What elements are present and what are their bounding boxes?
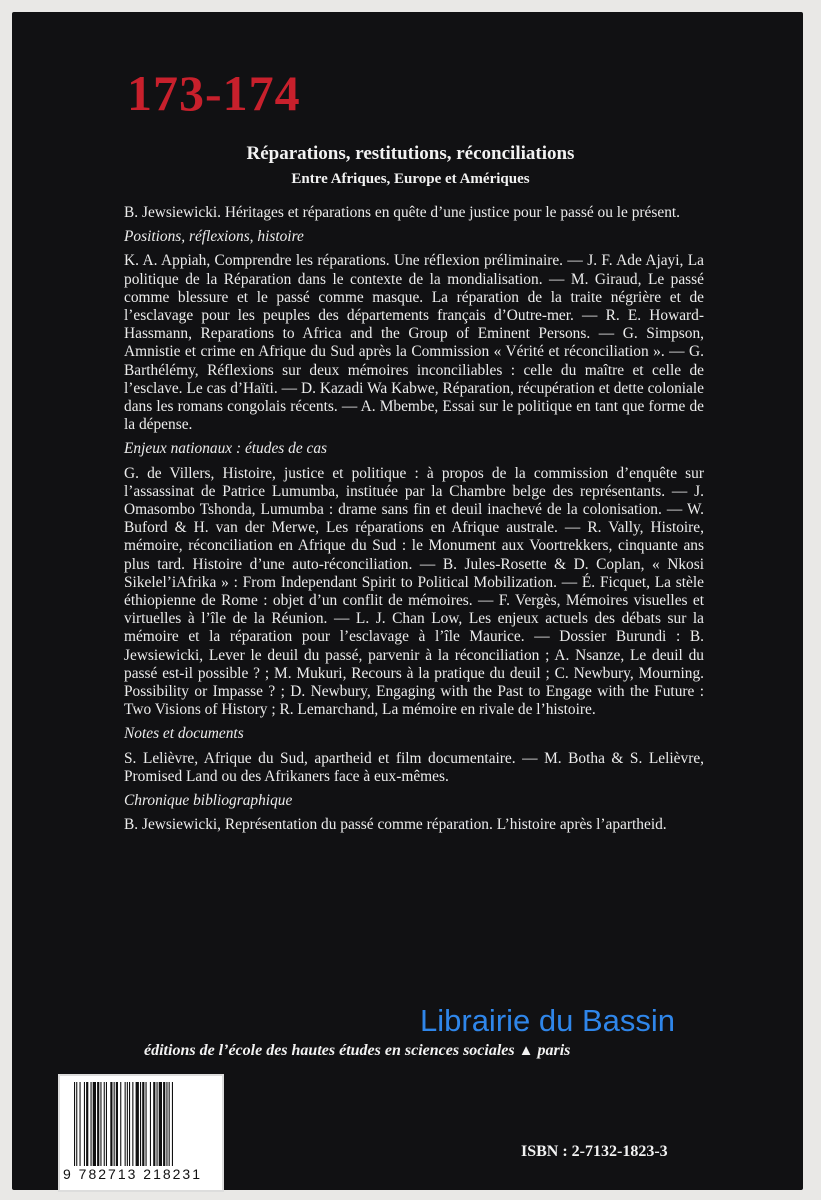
triangle-icon: ▲ [518,1043,534,1059]
section-entries: S. Lelièvre, Afrique du Sud, apartheid et film documentaire. — M. Botha & S. Lelièvre, Promised Land ou des Afrikaners face à eux-mêmes. [124,749,704,785]
issue-number: 173-174 [127,65,301,121]
isbn: ISBN : 2-7132-1823-3 [521,1143,668,1160]
section-heading: Chronique bibliographique [124,792,293,810]
section-entries: G. de Villers, Histoire, justice et politique : à propos de la commission d’enquête sur l’assassinat de Patrice Lumumba, instituée par la Chambre belge des représentants. — J. Omasombo Tshonda, Lumumba : drame sans fin et deuil inachevé de la colonisation. — W. Buford & H. van der Merwe, Les réparations en Afrique australe. — R. Vally, Histoire, mémoire, réconciliation en Afrique du Sud : le Monument aux Voortrekkers, cinquante ans plus tard. Histoire d’une auto-réconciliation. — B. Jules-Rosette & D. Coplan, « Nkosi Sikelel’iAfrika » : From Independant Spirit to Political Mobilization. — É. Ficquet, La stèle éthiopienne de Rome : objet d’un conflit de mémoires. — F. Vergès, Mémoires visuelles et virtuelles à l’île de la Réunion. — L. J. Chan Low, Les enjeux actuels des débats sur la mémoire et la réparation pour l’esclavage à l’île Maurice. — Dossier Burundi : B. Jewsiewicki, Lever le deuil du passé, parvenir à la réconciliation ; A. Nsanze, Le deuil du passé est-il possible ? ; M. Mukuri, Recours à la pratique du deuil ; C. Newbury, Mourning. Possibility or Impasse ? ; D. Newbury, Engaging with the Past to Engage with the Future : Two Visions of History ; R. Lemarchand, La mémoire en rivale de l’histoire. [124,464,704,719]
section-heading: Positions, réflexions, histoire [124,228,304,246]
section-heading: Enjeux nationaux : études de cas [124,440,328,458]
barcode [58,1074,224,1192]
publisher-name: éditions de l’école des hautes études en sciences sociales [144,1042,515,1059]
barcode-digits: 9 782713 218231 [63,1166,202,1182]
table-of-contents [124,204,704,841]
barcode-bars [74,1082,208,1166]
cover-title: Réparations, restitutions, réconciliations [246,143,575,164]
bookshop-watermark: Librairie du Bassin [420,1003,676,1038]
publisher-city: paris [537,1042,571,1059]
publisher-line [144,1041,570,1061]
section-entries: K. A. Appiah, Comprendre les réparations. Une réflexion préliminaire. — J. F. Ade Ajayi, La politique de la Réparation dans le contexte de la mondialisation. — M. Giraud, Le passé comme blessure et le passé comme masque. La réparation de la traite négrière et de l’esclavage pour les peuples des départements français d’Outre-mer. — R. E. Howard-Hassmann, Reparations to Africa and the Group of Eminent Persons. — G. Simpson, Amnistie et crime en Afrique du Sud après la Commission « Vérité et réconciliation ». — G. Barthélémy, Réflexions sur deux mémoires inconciliables : celle du maître et celle de l’esclave. Le cas d’Haïti. — D. Kazadi Wa Kabwe, Réparation, récupération et dette coloniale dans les romans congolais récents. — A. Mbembe, Essai sur le politique en tant que forme de la dépense. [124,252,704,434]
cover-subtitle: Entre Afriques, Europe et Amériques [291,171,530,187]
section-heading: Notes et documents [124,725,244,743]
intro-entry: B. Jewsiewicki. Héritages et réparations en quête d’une justice pour le passé ou le présent. [124,204,681,221]
section-entries: B. Jewsiewicki, Représentation du passé comme réparation. L’histoire après l’apartheid. [124,816,667,834]
